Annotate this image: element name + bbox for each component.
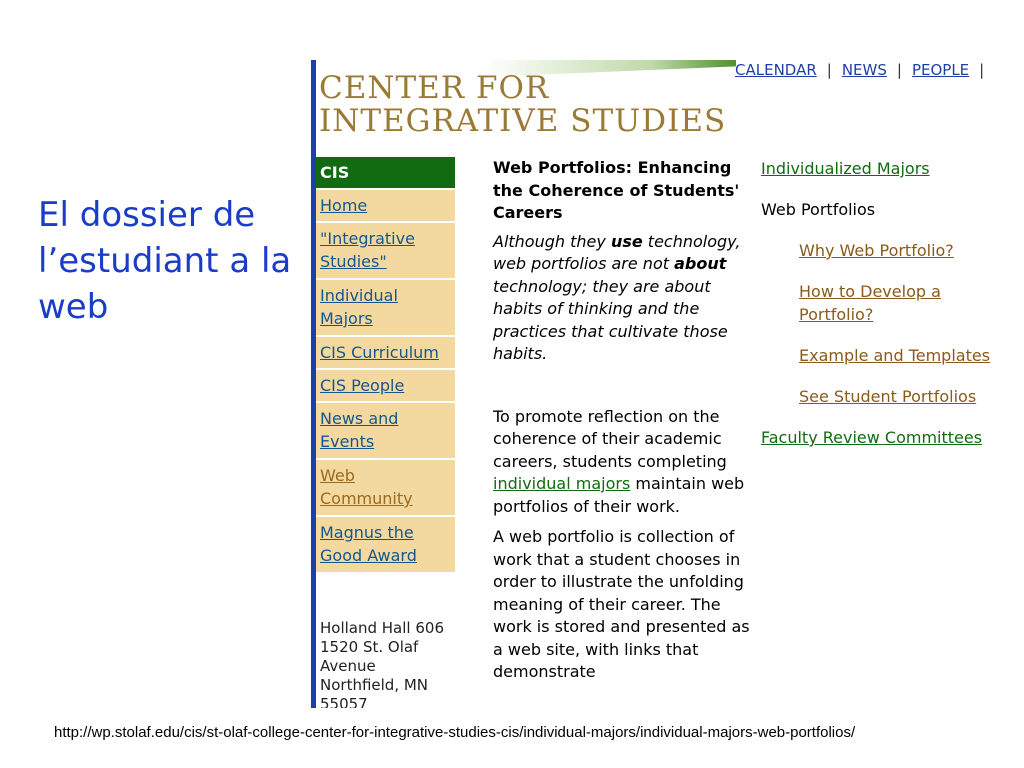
quote-emphasis: use — [610, 231, 643, 251]
intro-quote — [493, 231, 753, 366]
nav-separator: | — [896, 61, 902, 79]
paragraph-web-portfolio-definition: A web portfolio is collection of work that a student chooses in order to illustrate the unfolding meaning of their career. The work is stored and presented as a web site, with links that demonstrate — [493, 527, 750, 681]
sidebar-link[interactable]: CIS People — [320, 376, 405, 395]
site-logo-line-1[interactable]: CENTER FOR — [319, 70, 550, 106]
quote-text: technology; they are about habits of thinking and the practices that cultivate those habits. — [493, 276, 728, 363]
sidebar-link[interactable]: "Integrative Studies" — [320, 229, 415, 271]
address-block — [320, 619, 460, 708]
quote-emphasis: about — [674, 254, 727, 273]
nav-separator: | — [826, 61, 832, 79]
sidebar-link[interactable]: Web Community — [320, 466, 413, 508]
sidebar-item-web-community[interactable] — [316, 460, 455, 517]
site-logo-line-2[interactable]: INTEGRATIVE STUDIES — [319, 103, 727, 139]
quote-text: Although they — [493, 231, 611, 251]
nav-separator: | — [979, 61, 985, 79]
sidebar — [316, 157, 455, 574]
right-nav-subitem[interactable] — [761, 239, 1001, 262]
right-nav-current: Web Portfolios — [761, 200, 876, 219]
quote-text: technology, web portfolios are not — [493, 231, 741, 273]
sidebar-item-home[interactable] — [316, 190, 455, 223]
sidebar-item-individual-majors[interactable] — [316, 280, 455, 337]
sidebar-item-cis-curriculum[interactable] — [316, 337, 455, 370]
right-nav-subitem[interactable] — [761, 280, 1001, 326]
right-nav-item[interactable] — [761, 426, 1001, 449]
top-nav — [735, 61, 994, 79]
why-web-portfolio-link[interactable]: Why Web Portfolio? — [799, 241, 954, 260]
right-nav-subitem[interactable] — [761, 385, 1001, 408]
individual-majors-link[interactable]: individual majors — [493, 474, 631, 493]
sidebar-link[interactable]: CIS Curriculum — [320, 343, 439, 362]
address-line: 1520 St. Olaf — [320, 638, 419, 656]
sidebar-link[interactable]: Home — [320, 196, 368, 215]
address-line: Avenue — [320, 657, 376, 675]
sidebar-link[interactable]: Individual Majors — [320, 286, 398, 328]
nav-news-link[interactable]: NEWS — [841, 61, 887, 79]
page-heading: Web Portfolios: Enhancing the Coherence of Students' Careers — [493, 158, 740, 222]
address-line: Northfield, MN — [320, 676, 429, 694]
right-nav-item[interactable] — [761, 157, 1001, 180]
website-screenshot — [311, 60, 1011, 708]
faculty-review-link[interactable]: Faculty Review Committees — [761, 428, 983, 447]
slide-title: El dossier de l’estudiant a la web — [38, 195, 292, 327]
paragraph-text: maintain web portfolios of their work. — [493, 474, 745, 516]
source-url: http://wp.stolaf.edu/cis/st-olaf-college-center-for-integrative-studies-cis/individual-majors/individual-majors-web-portfolios/ — [54, 724, 856, 741]
right-nav-subitem[interactable] — [761, 344, 1001, 367]
address-line: 55057 — [320, 695, 368, 708]
paragraph-text: To promote reflection on the coherence of their academic careers, students completing — [493, 406, 727, 471]
sidebar-link[interactable]: Magnus the Good Award — [320, 523, 417, 565]
address-line: Holland Hall 606 — [320, 619, 444, 637]
how-to-develop-link[interactable]: How to Develop a Portfolio? — [799, 282, 941, 324]
sidebar-item-magnus-award[interactable] — [316, 517, 455, 574]
right-nav — [761, 157, 1001, 467]
paragraph-promote-reflection — [493, 406, 753, 519]
sidebar-item-news-and-events[interactable] — [316, 403, 455, 460]
nav-calendar-link[interactable]: CALENDAR — [735, 61, 817, 79]
student-portfolios-link[interactable]: See Student Portfolios — [799, 387, 977, 406]
sidebar-item-cis-people[interactable] — [316, 370, 455, 403]
example-templates-link[interactable]: Example and Templates — [799, 346, 991, 365]
sidebar-header: CIS — [316, 157, 455, 190]
nav-people-link[interactable]: PEOPLE — [911, 61, 970, 79]
sidebar-item-integrative-studies[interactable] — [316, 223, 455, 280]
main-content — [493, 157, 753, 684]
sidebar-link[interactable]: News and Events — [320, 409, 399, 451]
individualized-majors-link[interactable]: Individualized Majors — [761, 159, 930, 178]
